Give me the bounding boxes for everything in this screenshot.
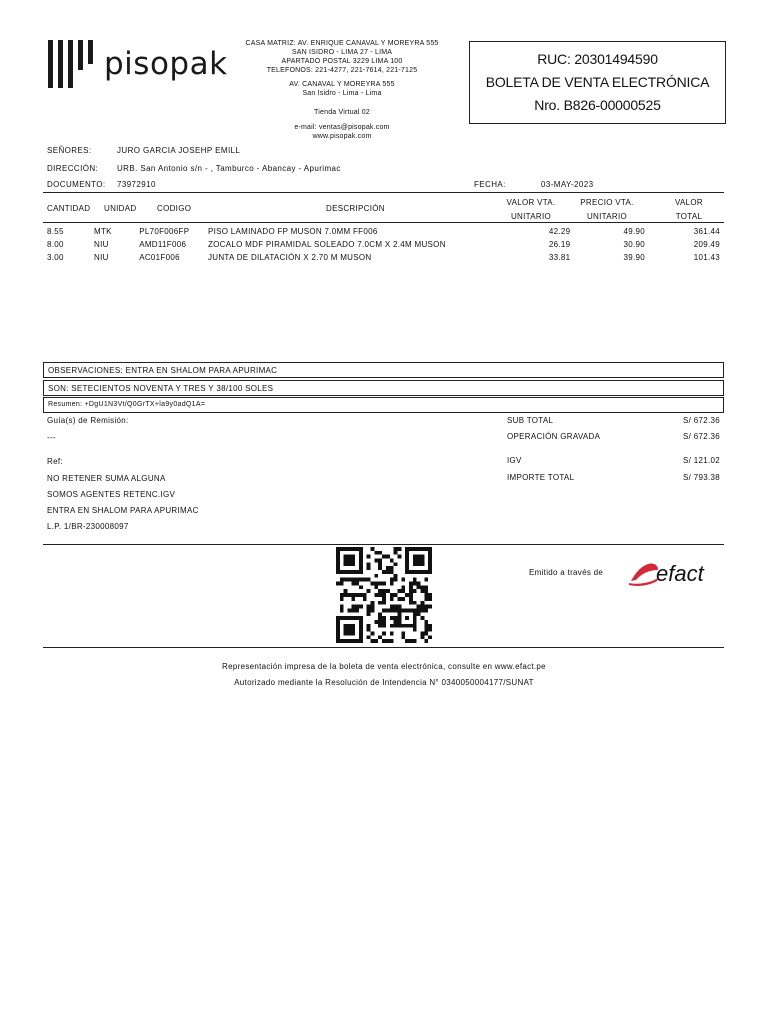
- fecha-value: 03-MAY-2023: [541, 180, 594, 189]
- company-address: [232, 39, 452, 141]
- divider: [43, 544, 724, 545]
- divider: [43, 192, 724, 193]
- cell-descripcion: PISO LAMINADO FP MUSON 7.0MM FF006: [207, 227, 378, 236]
- note-line: L.P. 1/BR-230008097: [47, 522, 129, 531]
- cell-precio-unit: 39.90: [623, 253, 646, 262]
- cell-cantidad: 3.00: [47, 253, 64, 262]
- header-precio-vta-line2: UNITARIO: [586, 212, 628, 221]
- cell-total: 361.44: [693, 227, 720, 236]
- header-valor-vta: [500, 198, 562, 221]
- divider: [43, 647, 724, 648]
- header-valor-total-line2: TOTAL: [675, 212, 703, 221]
- guia-label: Guía(s) de Remisión:: [47, 416, 129, 425]
- fecha-label: FECHA:: [474, 180, 506, 189]
- branch-line: AV. CANAVAL Y MOREYRA 555: [289, 81, 395, 88]
- senores-label: SEÑORES:: [47, 146, 92, 155]
- header-valor-total: [664, 198, 714, 221]
- table-row: [43, 251, 724, 264]
- documento-value: 73972910: [117, 180, 156, 189]
- header-valor-vta-line2: UNITARIO: [510, 212, 552, 221]
- subtotal-value: S/ 672.36: [683, 416, 720, 425]
- header-precio-vta-line1: PRECIO VTA.: [580, 198, 634, 207]
- cell-codigo: PL70F006FP: [139, 227, 190, 236]
- qr-code-icon: [336, 547, 432, 643]
- store-name: Tienda Virtual 02: [314, 109, 370, 116]
- cell-cantidad: 8.00: [47, 240, 64, 249]
- header-unidad: UNIDAD: [104, 204, 137, 213]
- direccion-label: DIRECCIÓN:: [47, 164, 99, 173]
- address-line: SAN ISIDRO - LIMA 27 - LIMA: [291, 49, 393, 56]
- documento-label: DOCUMENTO:: [47, 180, 106, 189]
- cell-unidad: MTK: [94, 227, 112, 236]
- pisopak-logo-icon: [48, 40, 94, 88]
- cell-valor-unit: 26.19: [548, 240, 571, 249]
- direccion-value: URB. San Antonio s/n - , Tamburco - Abancay - Apurimac: [117, 164, 341, 173]
- items-table: [43, 225, 724, 264]
- address-line: CASA MATRIZ: AV. ENRIQUE CANAVAL Y MOREYRA 555: [245, 40, 439, 47]
- senores-value: JURO GARCIA JOSEHP EMILL: [117, 146, 241, 155]
- cell-precio-unit: 30.90: [623, 240, 646, 249]
- company-logo-text: pisopak: [104, 46, 228, 82]
- cell-descripcion: ZOCALO MDF PIRAMIDAL SOLEADO 7.0CM X 2.4M MUSON: [207, 240, 446, 249]
- note-line: NO RETENER SUMA ALGUNA: [47, 474, 166, 483]
- branch-line: San Isidro - Lima - Lima: [302, 90, 382, 97]
- igv-value: S/ 121.02: [683, 456, 720, 465]
- address-line: TELEFONOS: 221-4277, 221-7614, 221-7125: [266, 67, 418, 74]
- gravada-label: OPERACIÓN GRAVADA: [507, 432, 601, 441]
- guia-value: ---: [47, 433, 56, 442]
- note-line: SOMOS AGENTES RETENC.IGV: [47, 490, 176, 499]
- total-value: S/ 793.38: [683, 473, 720, 482]
- efact-logo: [628, 556, 724, 590]
- header-cantidad: CANTIDAD: [47, 204, 91, 213]
- company-email[interactable]: e-mail: ventas@pisopak.com: [294, 124, 390, 131]
- son-box: SON: SETECIENTOS NOVENTA Y TRES Y 38/100 SOLES: [43, 380, 724, 396]
- header-codigo: CODIGO: [157, 204, 192, 213]
- table-row: [43, 225, 724, 238]
- cell-codigo: AC01F006: [139, 253, 180, 262]
- note-line: ENTRA EN SHALOM PARA APURIMAC: [47, 506, 199, 515]
- footer-line: Autorizado mediante la Resolución de Intendencia N° 0340050004177/SUNAT: [234, 678, 534, 687]
- cell-precio-unit: 49.90: [623, 227, 646, 236]
- cell-total: 101.43: [693, 253, 720, 262]
- efact-logo-text: efact: [656, 561, 704, 586]
- document-number: Nro. B826-00000525: [534, 97, 661, 113]
- header-valor-vta-line1: VALOR VTA.: [506, 198, 556, 207]
- cell-unidad: NIU: [94, 240, 109, 249]
- header-descripcion: DESCRIPCIÓN: [326, 204, 385, 213]
- igv-label: IGV: [507, 456, 522, 465]
- cell-codigo: AMD11F006: [139, 240, 187, 249]
- gravada-value: S/ 672.36: [683, 432, 720, 441]
- cell-cantidad: 8.55: [47, 227, 64, 236]
- divider: [43, 222, 724, 223]
- cell-valor-unit: 33.81: [548, 253, 571, 262]
- resumen-box: Resumen: +DgU1N3Vt/Q0GrTX+la9y0adQ1A=: [43, 397, 724, 413]
- observaciones-box: OBSERVACIONES: ENTRA EN SHALOM PARA APURIMAC: [43, 362, 724, 378]
- header-precio-vta: [576, 198, 638, 221]
- ref-label: Ref:: [47, 457, 63, 466]
- ruc-number: RUC: 20301494590: [537, 51, 658, 67]
- footer-line: Representación impresa de la boleta de venta electrónica, consulte en www.efact.pe: [222, 662, 546, 671]
- total-label: IMPORTE TOTAL: [507, 473, 575, 482]
- subtotal-label: SUB TOTAL: [507, 416, 554, 425]
- document-title: BOLETA DE VENTA ELECTRÓNICA: [485, 74, 710, 90]
- emitido-text: Emitido a través de: [529, 568, 604, 577]
- cell-total: 209.49: [693, 240, 720, 249]
- cell-valor-unit: 42.29: [548, 227, 571, 236]
- header-valor-total-line1: VALOR: [674, 198, 704, 207]
- document-id-box: [469, 41, 726, 124]
- table-row: [43, 238, 724, 251]
- cell-unidad: NIU: [94, 253, 109, 262]
- company-website[interactable]: www.pisopak.com: [312, 133, 372, 140]
- address-line: APARTADO POSTAL 3229 LIMA 100: [281, 58, 403, 65]
- cell-descripcion: JUNTA DE DILATACIÓN X 2.70 M MUSON: [207, 253, 372, 262]
